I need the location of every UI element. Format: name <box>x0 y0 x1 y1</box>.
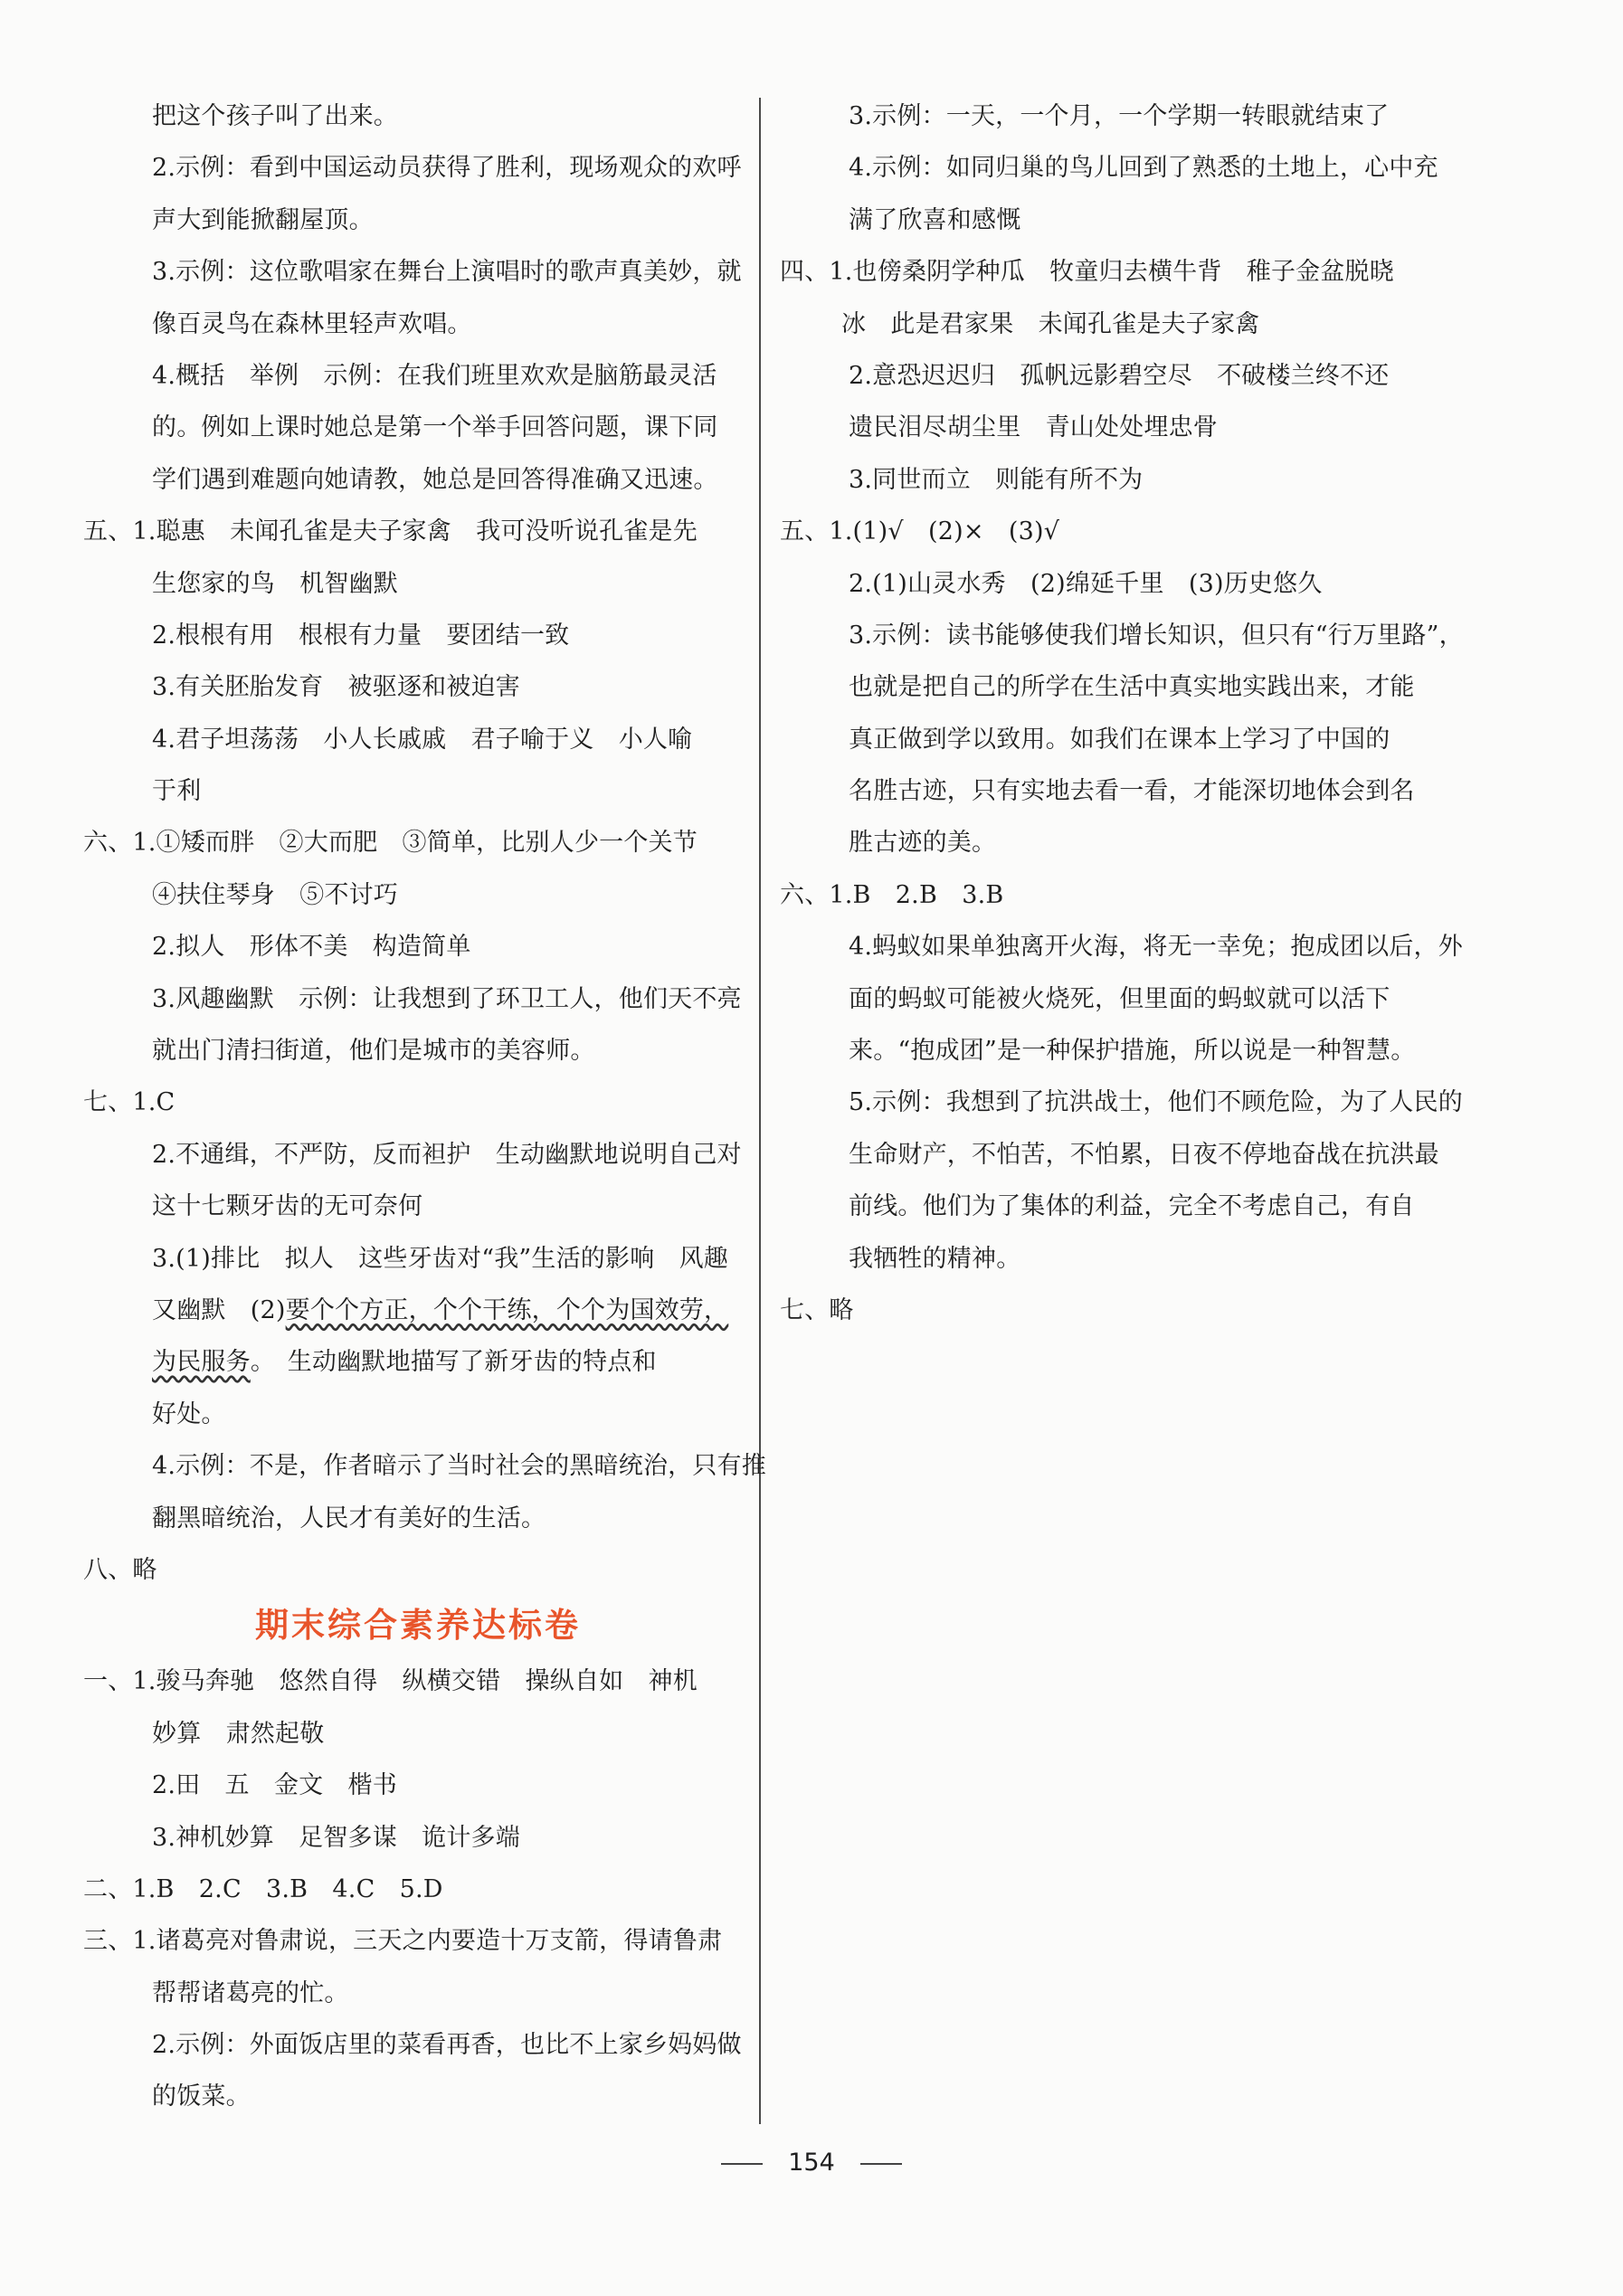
text-line: 前线。他们为了集体的利益，完全不考虑自己，有自 <box>849 1192 1415 1221</box>
text-line: 五、1.(1)√ (2)× (3)√ <box>780 517 1060 546</box>
text-line: 3.(1)排比 拟人 这些牙齿对“我”生活的影响 风趣 <box>152 1244 729 1273</box>
text-line: 的。例如上课时她总是第一个举手回答问题，课下同 <box>152 413 718 442</box>
text-line: 好处。 <box>152 1399 226 1428</box>
text-line <box>83 1336 753 1388</box>
text-line: 声大到能掀翻屋顶。 <box>152 205 374 234</box>
text-line: 3.示例：一天，一个月，一个学期一转眼就结束了 <box>849 102 1390 130</box>
text-line: 于利 <box>152 777 202 806</box>
text-line: 5.示例：我想到了抗洪战士，他们不顾危险，为了人民的 <box>849 1088 1463 1117</box>
text-line: 像百灵鸟在森林里轻声欢唱。 <box>152 309 472 338</box>
page-number <box>0 2133 1623 2193</box>
text-line: 4.概括 举例 示例：在我们班里欢欢是脑筋最灵活 <box>152 361 717 390</box>
text-line: 真正做到学以致用。如我们在课本上学习了中国的 <box>849 725 1390 754</box>
text-line: 来。“抱成团”是一种保护措施，所以说是一种智慧。 <box>849 1037 1416 1066</box>
text-line: 八、略 <box>83 1555 157 1584</box>
text-line: 的饭菜。 <box>152 2083 251 2111</box>
text-line: 2.示例：看到中国运动员获得了胜利，现场观众的欢呼 <box>152 154 742 183</box>
wavy-underlined-text: 要个个方正，个个干练，个个为国效劳， <box>285 1295 729 1324</box>
text-line: 翻黑暗统治，人民才有美好的生活。 <box>152 1504 546 1532</box>
text-line: 二、1.B 2.C 3.B 4.C 5.D <box>83 1874 443 1903</box>
text-line: 帮帮诸葛亮的忙。 <box>152 1978 349 2007</box>
text-line: 七、略 <box>780 1295 854 1324</box>
page-number-text: 154 <box>788 2149 835 2177</box>
text-line: 一、1.骏马奔驰 悠然自得 纵横交错 操纵自如 神机 <box>83 1667 698 1696</box>
left-column <box>83 90 766 2123</box>
wavy-underlined-text: 为民服务 <box>152 1348 251 1377</box>
text-line: 把这个孩子叫了出来。 <box>152 102 398 130</box>
text-line: 五、1.聪惠 未闻孔雀是夫子家禽 我可没听说孔雀是先 <box>83 517 698 546</box>
text-line: 六、1.B 2.B 3.B <box>780 880 1004 909</box>
text-line: 冰 此是君家果 未闻孔雀是夫子家禽 <box>841 309 1260 338</box>
dash-left <box>721 2163 763 2165</box>
text-line: 2.不通缉，不严防，反而袒护 生动幽默地说明自己对 <box>152 1140 742 1169</box>
text-line: 3.示例：这位歌唱家在舞台上演唱时的歌声真美妙，就 <box>152 258 742 287</box>
text-line: 面的蚂蚁可能被火烧死，但里面的蚂蚁就可以活下 <box>849 984 1390 1013</box>
text-line: 生您家的鸟 机智幽默 <box>152 569 398 598</box>
text-line: 生命财产，不怕苦，不怕累，日夜不停地奋战在抗洪最 <box>849 1140 1439 1169</box>
right-column <box>780 90 1464 1336</box>
text-line: 六、1.①矮而胖 ②大而肥 ③简单，比别人少一个关节 <box>83 829 698 858</box>
text-line: 4.蚂蚁如果单独离开火海，将无一幸免；抱成团以后，外 <box>849 933 1463 962</box>
text-line: 4.示例：如同归巢的鸟儿回到了熟悉的土地上，心中充 <box>849 154 1438 183</box>
text-line: 三、1.诸葛亮对鲁肃说，三天之内要造十万支箭，得请鲁肃 <box>83 1927 723 1956</box>
text-line: 3.神机妙算 足智多谋 诡计多端 <box>152 1823 520 1852</box>
text-line: 就出门清扫街道，他们是城市的美容师。 <box>152 1037 595 1066</box>
text-line: 满了欣喜和感慨 <box>849 205 1021 234</box>
text-line: 2.示例：外面饭店里的菜看再香，也比不上家乡妈妈做 <box>152 2031 742 2060</box>
text-line: 胜古迹的美。 <box>849 829 997 858</box>
text-line: 妙算 肃然起敬 <box>152 1719 325 1748</box>
text-line: 遗民泪尽胡尘里 青山处处埋忠骨 <box>849 413 1218 442</box>
column-divider <box>759 98 761 2124</box>
text-line: ④扶住琴身 ⑤不讨巧 <box>152 880 398 909</box>
dash-right <box>860 2163 902 2165</box>
text-line: 2.田 五 金文 楷书 <box>152 1771 397 1800</box>
text-line: 4.君子坦荡荡 小人长戚戚 君子喻于义 小人喻 <box>152 725 693 754</box>
text-span: 又幽默 (2) <box>152 1295 286 1324</box>
text-line: 3.有关胚胎发育 被驱逐和被迫害 <box>152 673 520 702</box>
text-span: 。 生动幽默地描写了新牙齿的特点和 <box>250 1348 657 1377</box>
text-line <box>83 1285 753 1336</box>
text-line: 学们遇到难题向她请教，她总是回答得准确又迅速。 <box>152 465 718 494</box>
text-line: 也就是把自己的所学在生活中真实地实践出来，才能 <box>849 673 1415 702</box>
text-line: 2.(1)山灵水秀 (2)绵延千里 (3)历史悠久 <box>849 569 1323 598</box>
text-line: 3.同世而立 则能有所不为 <box>849 465 1144 494</box>
text-line: 3.示例：读书能够使我们增长知识，但只有“行万里路”， <box>849 621 1464 650</box>
text-line: 七、1.C <box>83 1088 176 1117</box>
text-line: 这十七颗牙齿的无可奈何 <box>152 1192 423 1221</box>
text-line: 四、1.也傍桑阴学种瓜 牧童归去横牛背 稚子金盆脱晓 <box>780 258 1394 287</box>
text-line: 2.拟人 形体不美 构造简单 <box>152 933 471 962</box>
text-line: 2.意恐迟迟归 孤帆远影碧空尽 不破楼兰终不还 <box>849 361 1390 390</box>
text-line: 3.风趣幽默 示例：让我想到了环卫工人，他们天不亮 <box>152 984 742 1013</box>
text-line: 名胜古迹，只有实地去看一看，才能深切地体会到名 <box>849 777 1415 806</box>
section-title: 期末综合素养达标卷 <box>255 1606 581 1646</box>
text-line: 4.示例：不是，作者暗示了当时社会的黑暗统治，只有推 <box>152 1452 766 1481</box>
text-line: 我牺牲的精神。 <box>849 1244 1021 1273</box>
text-line: 2.根根有用 根根有力量 要团结一致 <box>152 621 570 650</box>
